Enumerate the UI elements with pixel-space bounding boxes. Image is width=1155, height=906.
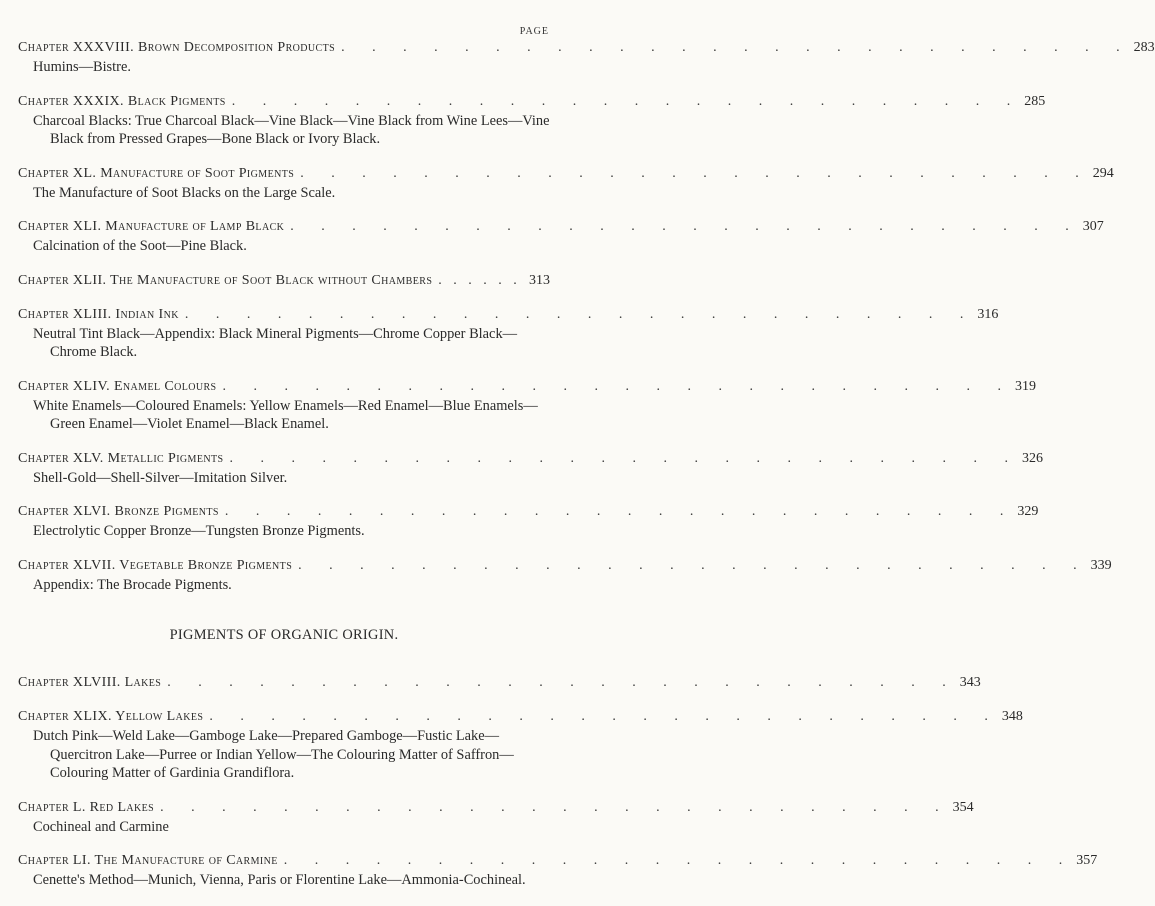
- chapter-description: Calcination of the Soot—Pine Black.: [33, 238, 247, 254]
- toc-entry: [18, 799, 974, 837]
- dot-leader: . . . . . . . . . . . . . . . . . . . . . . . . . .: [283, 853, 1075, 868]
- page-number: 326: [1021, 450, 1043, 466]
- chapter-title: Chapter XXXVIII. Brown Decomposition Products: [18, 40, 336, 55]
- chapter-title: Chapter XLIX. Yellow Lakes: [18, 709, 204, 724]
- toc-entry-heading: [18, 674, 981, 692]
- toc-entry: [18, 306, 999, 362]
- toc-entry-heading: [18, 799, 974, 817]
- page-number: 316: [977, 306, 999, 322]
- toc-entry: [18, 852, 1098, 890]
- chapter-title: Chapter XLV. Metallic Pigments: [18, 450, 224, 466]
- page-number: 329: [1017, 504, 1039, 519]
- toc-entry-heading: [18, 378, 1037, 396]
- page-number: 339: [1090, 557, 1112, 573]
- page-number: 307: [1082, 219, 1104, 234]
- toc-entry: [18, 165, 1114, 203]
- page-number: 319: [1015, 378, 1037, 394]
- toc-entry: [18, 503, 1039, 541]
- chapter-description: Appendix: The Brocade Pigments.: [33, 576, 232, 593]
- chapter-description: Cochineal and Carmine: [33, 818, 169, 835]
- toc-entry-heading: [18, 218, 1104, 236]
- chapter-title: Chapter XLVIII. Lakes: [18, 675, 162, 690]
- toc-entry-heading: [18, 852, 1098, 870]
- chapter-title: Chapter XLII. The Manufacture of Soot Black without Chambers: [18, 272, 433, 288]
- page-number: 357: [1076, 853, 1098, 868]
- chapter-description: Cenette's Method—Munich, Vienna, Paris or Florentine Lake—Ammonia-Cochineal.: [33, 872, 526, 888]
- dot-leader: . . . . . . . . . . . . . . . . . . . . . . . . . .: [167, 675, 958, 690]
- toc-entry-heading: [18, 39, 1155, 57]
- dot-leader: . . . . . . . . . . . . . . . . . . . . . . . . . .: [209, 709, 1000, 724]
- chapter-description: Humins—Bistre.: [33, 59, 131, 75]
- toc-entry-heading: [18, 306, 999, 324]
- page-number: 294: [1092, 165, 1114, 181]
- toc-entry-heading: [18, 708, 1023, 726]
- page-number: 313: [529, 272, 550, 288]
- toc-entry-heading: [18, 272, 550, 290]
- chapter-title: Chapter XL. Manufacture of Soot Pigments: [18, 165, 295, 181]
- page-number: 348: [1001, 709, 1023, 724]
- chapter-title: Chapter XLIV. Enamel Colours: [18, 378, 217, 394]
- toc-entry: [18, 450, 1043, 488]
- toc-entry-heading: [18, 503, 1039, 521]
- dot-leader: . . . . . . . . . . . . . . . . . . . . . . . . . .: [231, 93, 1023, 109]
- table-of-contents: [18, 39, 1155, 906]
- chapter-description: Shell-Gold—Shell-Silver—Imitation Silver.: [33, 469, 288, 486]
- chapter-title: Chapter XLIII. Indian Ink: [18, 306, 179, 322]
- toc-entry-heading: [18, 557, 1112, 575]
- dot-leader: . . . . . . . . . . . . . . . . . . . . . . . . . .: [298, 557, 1089, 573]
- dot-leader: . . . . . . . . . . . . . . . . . . . . . . . . . .: [160, 799, 951, 815]
- dot-leader: . . . . . .: [438, 272, 521, 288]
- chapter-title: Chapter XLVI. Bronze Pigments: [18, 504, 219, 519]
- dot-leader: . . . . . . . . . . . . . . . . . . . . . . . . . .: [229, 450, 1020, 466]
- toc-entry-heading: [18, 450, 1043, 468]
- chapter-description: White Enamels—Coloured Enamels: Yellow Enamels—Red Enamel—Blue Enamels—Green Enamel—Violet Enamel—Black Enamel.: [33, 397, 538, 432]
- toc-entry: [18, 708, 1023, 783]
- toc-entry: [18, 557, 1112, 595]
- section-heading: PIGMENTS OF ORGANIC ORIGIN.: [169, 627, 399, 643]
- chapter-title: Chapter XLVII. Vegetable Bronze Pigments: [18, 557, 293, 573]
- chapter-description: Dutch Pink—Weld Lake—Gamboge Lake—Prepared Gamboge—Fustic Lake—Quercitron Lake—Purree or Indian Yellow—The Colouring Matter of Saffron—Colouring Matter of Gardinia Grandiflora.: [33, 728, 514, 781]
- dot-leader: . . . . . . . . . . . . . . . . . . . . . . . . . .: [290, 219, 1081, 234]
- toc-entry-heading: [18, 165, 1114, 183]
- chapter-description: The Manufacture of Soot Blacks on the Large Scale.: [33, 184, 336, 201]
- page-number: 285: [1024, 93, 1046, 109]
- chapter-title: Chapter LI. The Manufacture of Carmine: [18, 853, 278, 868]
- dot-leader: . . . . . . . . . . . . . . . . . . . . . . . . . .: [300, 165, 1091, 181]
- page-number: 283: [1133, 40, 1155, 55]
- chapter-title: Chapter L. Red Lakes: [18, 799, 155, 815]
- toc-entry: [18, 39, 1155, 77]
- chapter-description: Electrolytic Copper Bronze—Tungsten Bronze Pigments.: [33, 523, 365, 539]
- chapter-description: Neutral Tint Black—Appendix: Black Mineral Pigments—Chrome Copper Black—Chrome Black.: [33, 325, 518, 360]
- dot-leader: . . . . . . . . . . . . . . . . . . . . . . . . . .: [184, 306, 976, 322]
- chapter-description: Charcoal Blacks: True Charcoal Black—Vine Black—Vine Black from Wine Lees—Vine Black from Pressed Grapes—Bone Black or Ivory Black.: [33, 112, 550, 147]
- dot-leader: . . . . . . . . . . . . . . . . . . . . . . . . . .: [222, 378, 1014, 394]
- toc-entry: [18, 378, 1037, 434]
- chapter-title: Chapter XXXIX. Black Pigments: [18, 93, 226, 109]
- chapter-title: Chapter XLI. Manufacture of Lamp Black: [18, 219, 285, 234]
- page-number: 354: [952, 799, 974, 815]
- toc-entry: [18, 272, 550, 290]
- dot-leader: . . . . . . . . . . . . . . . . . . . . . . . . . .: [224, 504, 1016, 519]
- page-column-label: PAGE: [519, 26, 549, 37]
- toc-entry-heading: [18, 93, 1046, 111]
- dot-leader: . . . . . . . . . . . . . . . . . . . . . . . . . .: [341, 40, 1132, 55]
- page-number: 343: [959, 675, 981, 690]
- toc-entry: [18, 674, 981, 692]
- toc-entry: [18, 93, 1046, 149]
- toc-entry: [18, 218, 1104, 256]
